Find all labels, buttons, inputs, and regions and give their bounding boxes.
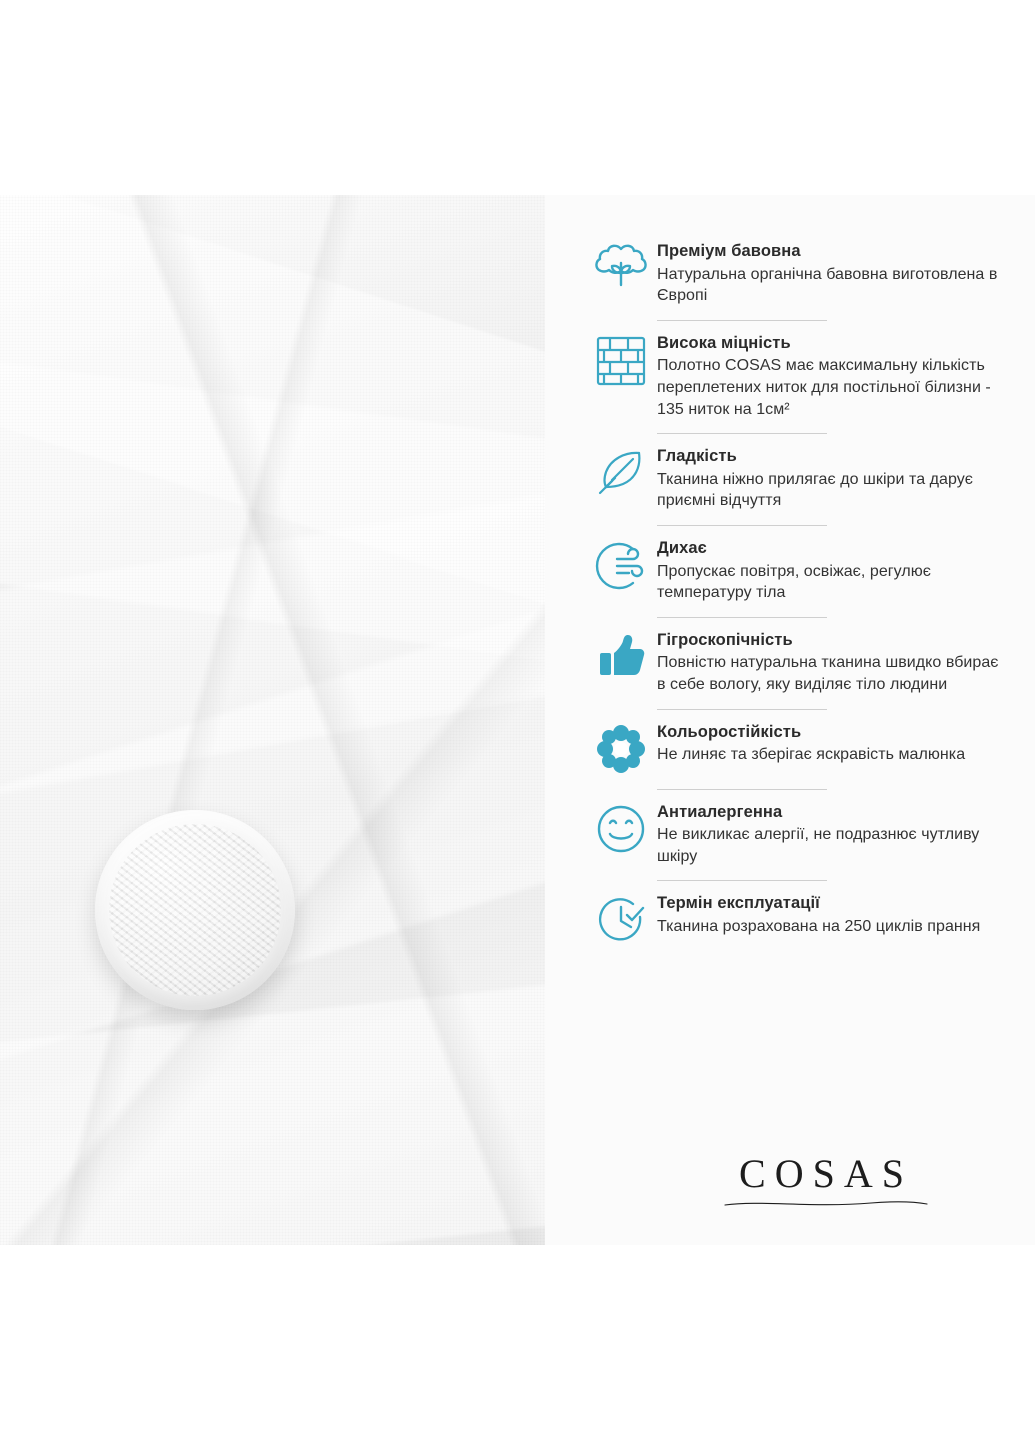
thumbs-up-icon xyxy=(585,630,657,682)
feature-text xyxy=(657,630,1005,696)
feature-title: Гігроскопічність xyxy=(657,630,793,649)
feature-title: Кольоростійкість xyxy=(657,722,802,741)
brand-logo xyxy=(545,1150,1035,1209)
feature-title: Антиалергенна xyxy=(657,802,783,821)
feature-text xyxy=(657,241,1005,307)
feature-divider xyxy=(657,617,827,618)
feature-item xyxy=(585,241,1005,307)
brand-name: COSAS xyxy=(739,1151,913,1196)
feature-description: Не линяє та зберігає яскравість малюнка xyxy=(657,746,966,764)
fabric-swatch xyxy=(95,810,295,1010)
feature-title: Гладкість xyxy=(657,447,737,466)
features-list xyxy=(585,241,1005,947)
smiley-icon xyxy=(585,802,657,854)
feature-title: Висока міцність xyxy=(657,333,791,352)
feature-item xyxy=(585,333,1005,420)
swatch-knit-texture xyxy=(109,824,281,996)
feature-divider xyxy=(657,433,827,434)
feature-description: Тканина ніжно прилягає до шкіри та дарує приємні відчуття xyxy=(657,470,973,510)
feature-item xyxy=(585,893,1005,947)
feature-text xyxy=(657,722,1005,766)
feature-text xyxy=(657,802,1005,868)
feature-divider xyxy=(657,880,827,881)
breathe-wind-icon xyxy=(585,538,657,592)
clock-check-icon xyxy=(585,893,657,945)
brand-swash-icon xyxy=(721,1199,931,1209)
feather-icon xyxy=(585,446,657,498)
fabric-photo xyxy=(0,195,545,1245)
cotton-boll-icon xyxy=(585,241,657,293)
feature-description: Пропускає повітря, освіжає, регулює температуру тіла xyxy=(657,562,931,602)
feature-text xyxy=(657,538,1005,604)
fabric-shadow-overlay xyxy=(0,195,545,1245)
feature-item xyxy=(585,802,1005,868)
feature-title: Дихає xyxy=(657,539,707,558)
infographic-band xyxy=(0,195,1035,1245)
feature-item xyxy=(585,722,1005,776)
feature-item xyxy=(585,446,1005,512)
feature-description: Повністю натуральна тканина швидко вбирає в себе вологу, яку виділяє тіло людини xyxy=(657,654,999,694)
feature-description: Тканина розрахована на 250 циклів прання xyxy=(657,918,981,936)
feature-title: Преміум бавовна xyxy=(657,242,801,260)
feature-description: Полотно COSAS має максимальну кількість переплетених ниток для постільної білизни - 135 ниток на 1см² xyxy=(657,357,991,418)
feature-text xyxy=(657,446,1005,512)
feature-divider xyxy=(657,789,827,790)
weave-grid-icon xyxy=(585,333,657,387)
feature-description: Не викликає алергії, не подразнює чутливу шкіру xyxy=(657,826,980,865)
flower-icon xyxy=(585,722,657,774)
feature-description: Натуральна органічна бавовна виготовлена в Європі xyxy=(657,265,998,305)
feature-item xyxy=(585,538,1005,604)
features-panel xyxy=(545,195,1035,1245)
feature-item xyxy=(585,630,1005,696)
feature-divider xyxy=(657,709,827,710)
feature-title: Термін експлуатації xyxy=(657,894,820,913)
feature-text xyxy=(657,333,1005,420)
feature-divider xyxy=(657,320,827,321)
feature-text xyxy=(657,893,1005,937)
feature-divider xyxy=(657,525,827,526)
